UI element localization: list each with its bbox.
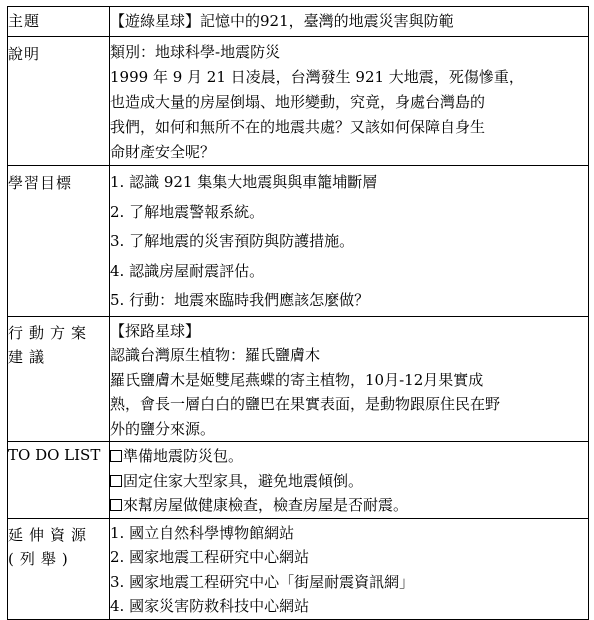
- topic-label: 主題: [8, 7, 110, 37]
- goal-item: 2. 了解地震警報系統。: [110, 202, 265, 221]
- description-line: 類別：地球科學-地震防災: [110, 43, 281, 61]
- description-row: [8, 37, 589, 166]
- action-line: 羅氏鹽膚木是姬雙尾燕蝶的寄主植物，10月-12月果實成: [110, 370, 484, 389]
- todo-item-text: 固定住家大型家具，避免地震傾倒。: [123, 471, 364, 490]
- goal-item: 3. 了解地震的災害預防與防護措施。: [110, 232, 355, 250]
- description-label: 說明: [8, 37, 110, 166]
- todo-item-text: 準備地震防災包。: [123, 447, 244, 465]
- goals-row: [8, 166, 589, 317]
- goals-content: [110, 166, 589, 317]
- topic-row: [8, 7, 589, 37]
- goal-item: 4. 認識房屋耐震評估。: [110, 261, 265, 280]
- checkbox-icon[interactable]: [110, 499, 122, 511]
- todo-item: [110, 469, 588, 494]
- action-line: 熟，會長一層白白的鹽巴在果實表面，是動物跟原住民在野: [110, 395, 501, 413]
- action-line: 認識台灣原生植物：羅氏鹽膚木: [110, 346, 321, 364]
- todo-item: [110, 444, 588, 469]
- resources-row: [8, 518, 589, 619]
- resource-item: 4. 國家災害防救科技中心網站: [110, 597, 310, 615]
- action-row: [8, 316, 589, 442]
- goal-item: 1. 認識 921 集集大地震與與車籠埔斷層: [110, 173, 378, 191]
- description-content: [110, 37, 589, 166]
- resource-item: 1. 國立自然科學博物館網站: [110, 523, 295, 542]
- resource-item: 3. 國家地震工程研究中心「街屋耐震資訊網」: [110, 572, 415, 591]
- todo-content: [110, 442, 589, 519]
- checkbox-icon[interactable]: [110, 475, 122, 487]
- description-line: 命財產安全呢？: [110, 143, 216, 161]
- resource-item: 2. 國家地震工程研究中心網站: [110, 548, 310, 566]
- goal-item: 5. 行動：地震來臨時我們應該怎麼做？: [110, 291, 370, 309]
- action-label-line: 行動方案: [8, 323, 93, 342]
- description-line: 我們，如何和無所不在的地震共處？又該如何保障自身生: [110, 118, 486, 136]
- action-line: 外的鹽分來源。: [110, 419, 216, 438]
- lesson-plan-table: [7, 6, 589, 620]
- resources-label-line: (列舉): [8, 550, 74, 568]
- todo-item: [110, 493, 588, 518]
- goals-label: 學習目標: [8, 166, 110, 317]
- todo-item-text: 來幫房屋做健康檢查，檢查房屋是否耐震。: [123, 496, 409, 514]
- action-line: 【探路星球】: [110, 321, 201, 340]
- checkbox-icon[interactable]: [110, 450, 122, 462]
- resources-content: [110, 518, 589, 619]
- todo-label: TO DO LIST: [8, 442, 110, 519]
- action-label: [8, 316, 110, 442]
- description-line: 也造成大量的房屋倒塌、地形變動，究竟，身處台灣島的: [110, 93, 486, 111]
- resources-label: [8, 518, 110, 619]
- todo-row: [8, 442, 589, 519]
- resources-label-line: 延伸資源: [8, 525, 93, 544]
- description-line: 1999 年 9 月 21 日凌晨，台灣發生 921 大地震，死傷慘重，: [110, 68, 524, 86]
- action-content: [110, 316, 589, 442]
- action-label-line: 建議: [8, 348, 51, 366]
- topic-value: 【遊綠星球】記憶中的921，臺灣的地震災害與防範: [110, 7, 589, 37]
